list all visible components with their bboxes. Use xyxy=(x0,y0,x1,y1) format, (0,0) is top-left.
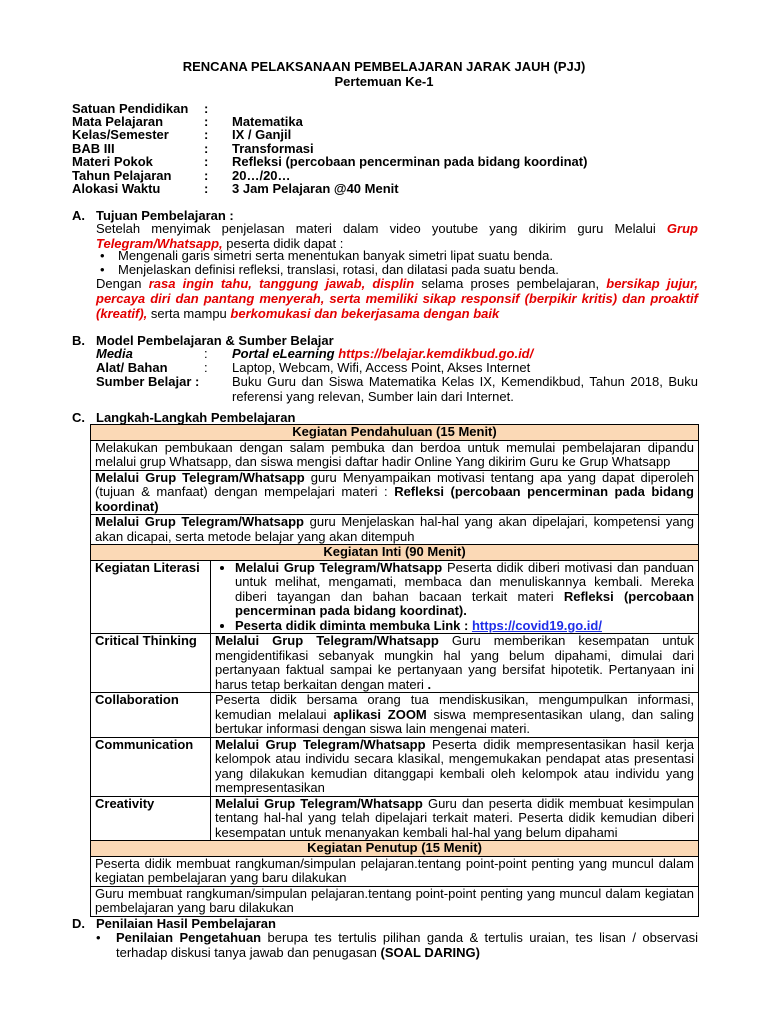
row-label: Communication xyxy=(91,737,211,796)
attitude-text: selama proses pembelajaran, xyxy=(421,276,600,291)
penilaian-text xyxy=(116,930,698,960)
section-a-attitude xyxy=(96,276,698,321)
table-row xyxy=(91,470,699,515)
identity-key: Materi Pokok xyxy=(72,154,153,169)
identity-colon: : xyxy=(204,154,209,169)
identity-colon: : xyxy=(204,168,209,183)
identity-colon: : xyxy=(204,181,209,196)
section-a-intro xyxy=(96,221,698,251)
cell-bold: Peserta didik diminta membuka Link : xyxy=(235,617,469,633)
identity-value: IX / Ganjil xyxy=(232,127,292,142)
table-row xyxy=(91,515,699,545)
bullet-icon: • xyxy=(100,262,105,277)
identity-value: 20…/20… xyxy=(232,168,291,183)
identity-value: Matematika xyxy=(232,114,303,129)
cell-bold: . xyxy=(427,676,432,692)
table-row: Guru membuat rangkuman/simpulan pelajaran.tentang point-point penting yang muncul dalam kegiatan pembelajaran yang baru dilakukan xyxy=(91,886,699,916)
list-item-text: Mengenali garis simetri serta menentukan banyak simetri lipat suatu benda. xyxy=(118,248,554,263)
identity-value: Refleksi (percobaan pencerminan pada bidang koordinat) xyxy=(232,154,588,169)
cell-bold: Melalui Grup Telegram/Whatsapp xyxy=(215,633,439,648)
cell-bold: Melalui Grup Telegram/Whatsapp xyxy=(95,469,305,485)
document-title: RENCANA PELAKSANAAN PEMBELAJARAN JARAK JAUH (PJJ) xyxy=(182,59,586,74)
section-title: Penilaian Hasil Pembelajaran xyxy=(96,916,276,931)
attitude-highlight: berkomukasi dan bekerjasama dengan baik xyxy=(230,306,500,321)
bullet-icon: • xyxy=(96,930,101,945)
section-letter: B. xyxy=(72,333,85,348)
identity-colon: : xyxy=(204,141,209,156)
table-cell xyxy=(211,737,699,796)
identity-key: Kelas/Semester xyxy=(72,127,169,142)
identity-key: Tahun Pelajaran xyxy=(72,168,172,183)
media-value: Portal eLearning xyxy=(232,346,335,361)
row-label: Collaboration xyxy=(91,693,211,738)
table-header-penutup: Kegiatan Penutup (15 Menit) xyxy=(91,841,699,857)
identity-key: Mata Pelajaran xyxy=(72,114,164,129)
alat-value: Laptop, Webcam, Wifi, Access Point, Akses Internet xyxy=(232,360,531,375)
table-row: Melakukan pembukaan dengan salam pembuka dan berdoa untuk memulai pembelajaran dipandu melalui grup Whatsapp, dan siswa mengisi daftar hadir Online Yang dikirim Guru ke Grup Whatsapp xyxy=(91,440,699,470)
table-cell xyxy=(211,796,699,841)
media-key: Media xyxy=(96,346,133,361)
section-title: Langkah-Langkah Pembelajaran xyxy=(96,410,296,425)
row-label: Kegiatan Literasi xyxy=(91,560,211,634)
section-title: Model Pembelajaran & Sumber Belajar xyxy=(96,333,334,348)
identity-key: BAB III xyxy=(72,141,115,156)
identity-colon: : xyxy=(204,101,209,116)
alat-colon: : xyxy=(204,360,208,375)
cell-bold: Refleksi (percobaan pencerminan pada bidang koordinat) xyxy=(95,484,695,514)
cell-text: guru Menyampaikan motivasi tentang apa yang dapat diperoleh (tujuan & manfaat) dengan mempelajari materi : xyxy=(95,469,695,499)
cell-text: Peserta didik bersama orang tua mendiskusikan, mengumpulkan informasi, kemudian melalaui xyxy=(215,692,695,722)
attitude-highlight: bersikap jujur, percaya diri dan pantang menyerah, serta memiliki sikap responsif (berpikir kritis) dan proaktif (kreatif), xyxy=(96,276,698,321)
cell-text: Guru dan peserta didik membuat kesimpulan tentang hal-hal yang telah dipelajari terkait materi. Peserta didik kemudian diberi kesempatan untuk menanyakan kembali hal-hal yang belum dipahami xyxy=(215,795,695,840)
row-label: Critical Thinking xyxy=(91,634,211,693)
identity-value: 3 Jam Pelajaran @40 Menit xyxy=(232,181,399,196)
section-letter: D. xyxy=(72,916,85,931)
intro-text: Setelah menyimak penjelasan materi dalam video youtube yang dikirim guru Melalui xyxy=(96,221,656,236)
attitude-text: serta mampu xyxy=(150,306,227,321)
section-title: Tujuan Pembelajaran : xyxy=(96,208,234,223)
cell-text: Peserta didik mempresentasikan hasil kerja kelompok atau individu secara klasikal, mengemukakan pendapat atas presentasi yang dilakukan kemudian ditanggapi kembali oleh kelompok atau individu yang mempresentasikan xyxy=(215,736,695,795)
alat-key: Alat/ Bahan xyxy=(96,360,168,375)
cell-text: Guru memberikan kesempatan untuk mengidentifikasi sebanyak mungkin hal yang belum dipahami, dimulai dari pertanyaan faktual sampai ke pertanyaan yang bersifat hipotetik. Pertanyaan ini harus tetap berkaitan dengan materi xyxy=(215,633,695,692)
cell-bold: Melalui Grup Telegram/Whatsapp xyxy=(215,795,423,811)
cell-text: Peserta didik diberi motivasi dan panduan untuk melihat, mengamati, membaca dan menuliskannya kembali. Mereka diberi tayangan dan bahan bacaan terkait materi xyxy=(235,559,695,604)
identity-key: Alokasi Waktu xyxy=(72,181,161,196)
table-header-inti: Kegiatan Inti (90 Menit) xyxy=(91,545,699,561)
cell-bold: Melalui Grup Telegram/Whatsapp xyxy=(95,514,304,529)
document-subtitle: Pertemuan Ke-1 xyxy=(334,74,434,89)
table-cell xyxy=(211,693,699,738)
attitude-text: Dengan xyxy=(96,276,142,291)
section-letter: C. xyxy=(72,410,85,425)
cell-bold: (SOAL DARING) xyxy=(380,945,480,960)
covid-link[interactable]: https://covid19.go.id/ xyxy=(471,617,602,633)
cell-bold: Refleksi (percobaan pencerminan pada bidang koordinat). xyxy=(235,588,695,618)
intro-text-end: peserta didik dapat : xyxy=(226,236,344,251)
attitude-highlight: rasa ingin tahu, tanggung jawab, displin xyxy=(148,276,415,291)
identity-key: Satuan Pendidikan xyxy=(72,101,189,116)
identity-colon: : xyxy=(204,127,209,142)
identity-value: Transformasi xyxy=(232,141,314,156)
media-link[interactable]: https://belajar.kemdikbud.go.id/ xyxy=(338,346,534,361)
cell-bold: Melalui Grup Telegram/Whatsapp xyxy=(235,559,443,575)
list-item xyxy=(235,561,694,619)
sumber-value: Buku Guru dan Siswa Matematika Kelas IX, Kemendikbud, Tahun 2018, Buku referensi yang relevan, Sumber lain dari Internet. xyxy=(232,374,698,404)
list-item xyxy=(235,619,694,634)
sumber-key: Sumber Belajar : xyxy=(96,374,200,389)
bullet-icon: • xyxy=(100,248,105,263)
row-label: Creativity xyxy=(91,796,211,841)
cell-bold: Melalui Grup Telegram/Whatsapp xyxy=(215,736,426,752)
list-item-text: Menjelaskan definisi refleksi, translasi, rotasi, dan dilatasi pada suatu benda. xyxy=(118,262,559,277)
learning-steps-table xyxy=(90,424,699,917)
cell-text: berupa tes tertulis pilihan ganda & tertulis uraian, tes lisan / observasi terhadap diskusi tanya jawab dan penugasan xyxy=(116,930,698,960)
cell-bold: aplikasi ZOOM xyxy=(333,706,427,722)
list-item xyxy=(96,930,698,960)
intro-highlight: Grup Telegram/Whatsapp, xyxy=(96,221,698,251)
identity-colon: : xyxy=(204,114,209,129)
cell-text: siswa mempresentasikan ulang, dan saling bertukar informasi dengan siswa lain mengenai materi. xyxy=(215,706,694,736)
cell-text: guru Menjelaskan hal-hal yang akan dipelajari, kompetensi yang akan dicapai, serta metode belajar yang akan ditempuh xyxy=(95,514,695,544)
section-letter: A. xyxy=(72,208,85,223)
table-row: Peserta didik membuat rangkuman/simpulan pelajaran.tentang point-point penting yang muncul dalam kegiatan pembelajaran yang baru dilakukan xyxy=(91,856,699,886)
table-cell xyxy=(211,560,699,634)
media-colon: : xyxy=(204,346,208,361)
table-header-pendahuluan: Kegiatan Pendahuluan (15 Menit) xyxy=(91,425,699,441)
table-cell xyxy=(211,634,699,693)
cell-bold: Penilaian Pengetahuan xyxy=(116,930,262,945)
